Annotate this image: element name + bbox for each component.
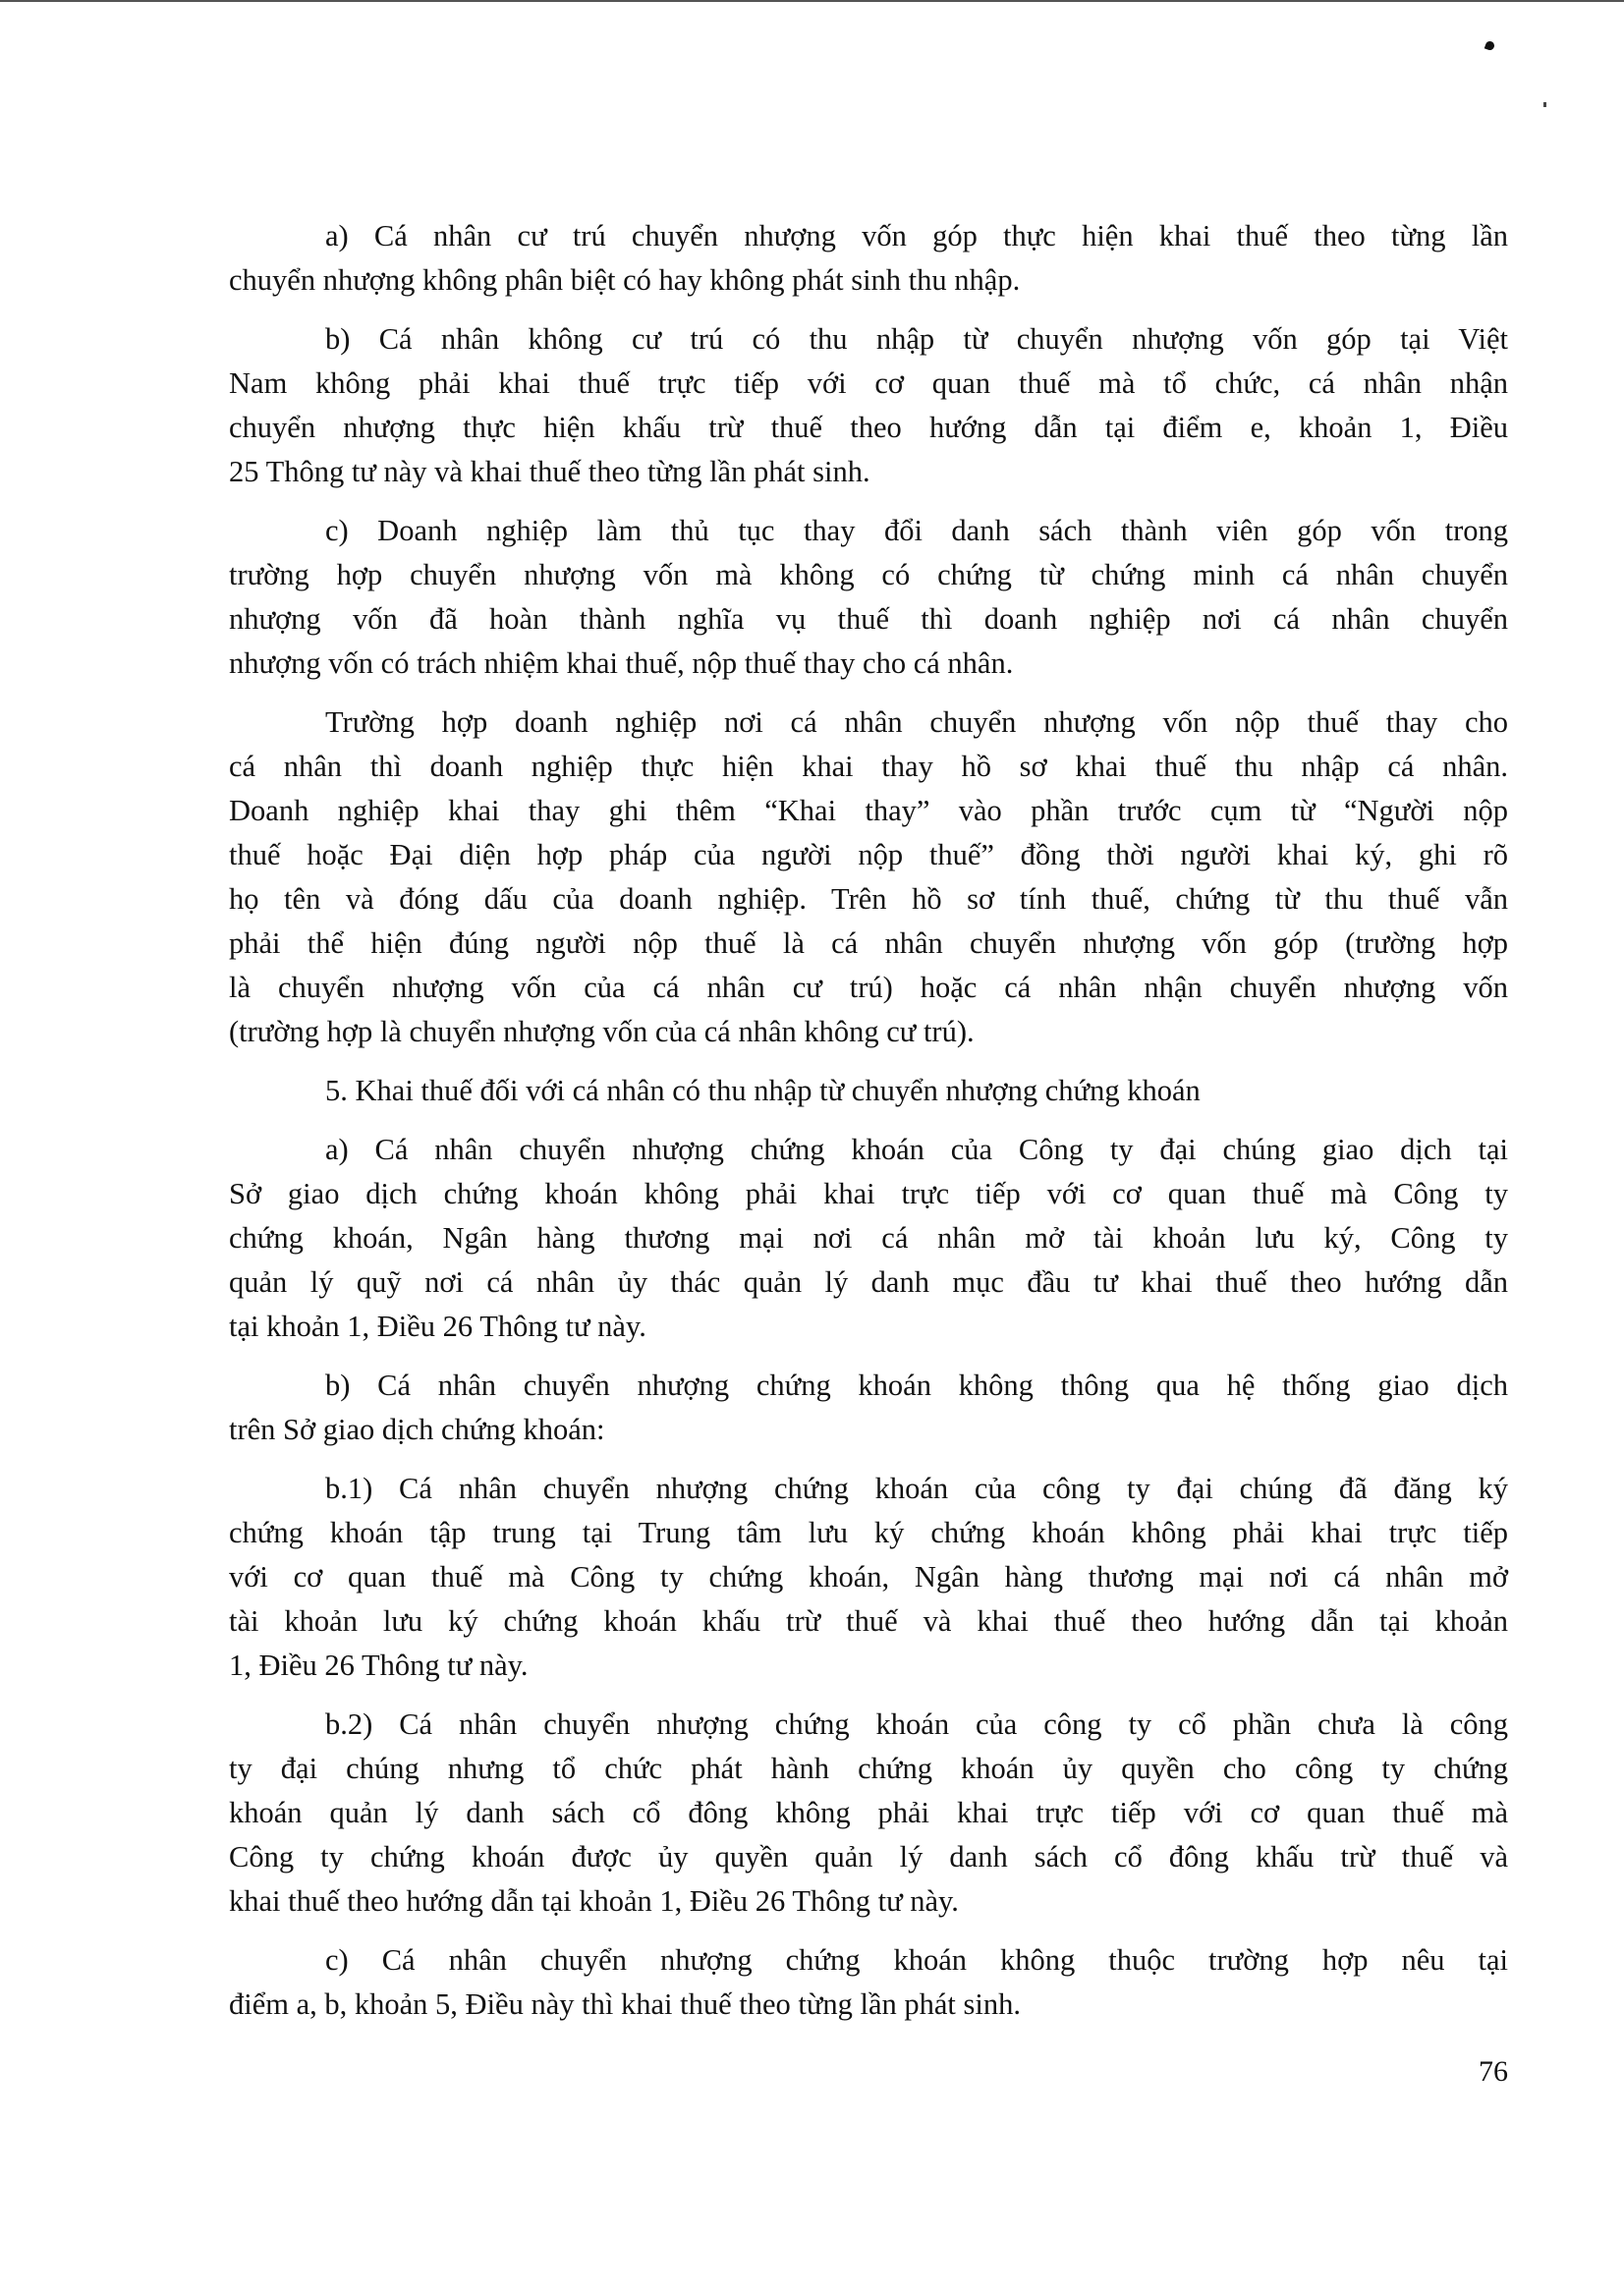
text-line: khai thuế theo hướng dẫn tại khoản 1, Điều 26 Thông tư này. bbox=[229, 1884, 959, 1918]
text-line: a) Cá nhân cư trú chuyển nhượng vốn góp thực hiện khai thuế theo từng lần bbox=[325, 219, 1508, 252]
text-line: với cơ quan thuế mà Công ty chứng khoán, Ngân hàng thương mại nơi cá nhân mở bbox=[229, 1560, 1508, 1594]
text-line: 25 Thông tư này và khai thuế theo từng lần phát sinh. bbox=[229, 455, 870, 488]
text-line: khoán quản lý danh sách cổ đông không phải khai trực tiếp với cơ quan thuế mà bbox=[229, 1796, 1508, 1829]
text-line: Doanh nghiệp khai thay ghi thêm “Khai thay” vào phần trước cụm từ “Người nộp bbox=[229, 794, 1508, 827]
text-line: nhượng vốn đã hoàn thành nghĩa vụ thuế thì doanh nghiệp nơi cá nhân chuyển bbox=[229, 602, 1508, 636]
text-line: ty đại chúng nhưng tổ chức phát hành chứng khoán ủy quyền cho công ty chứng bbox=[229, 1752, 1508, 1785]
text-line: chứng khoán, Ngân hàng thương mại nơi cá nhân mở tài khoản lưu ký, Công ty bbox=[229, 1221, 1508, 1255]
text-line: 5. Khai thuế đối với cá nhân có thu nhập từ chuyển nhượng chứng khoán bbox=[325, 1074, 1201, 1107]
text-line: chứng khoán tập trung tại Trung tâm lưu ký chứng khoán không phải khai trực tiếp bbox=[229, 1516, 1508, 1549]
text-line: thuế hoặc Đại diện hợp pháp của người nộp thuế” đồng thời người khai ký, ghi rõ bbox=[229, 838, 1508, 871]
paragraph bbox=[229, 1069, 1508, 1113]
text-line: nhượng vốn có trách nhiệm khai thuế, nộp thuế thay cho cá nhân. bbox=[229, 646, 1014, 680]
paragraph bbox=[229, 317, 1508, 494]
scan-speck bbox=[1543, 102, 1546, 107]
paragraph bbox=[229, 1467, 1508, 1688]
text-line: a) Cá nhân chuyển nhượng chứng khoán của Công ty đại chúng giao dịch tại bbox=[325, 1133, 1508, 1166]
text-line: tại khoản 1, Điều 26 Thông tư này. bbox=[229, 1310, 646, 1343]
paragraph bbox=[229, 1938, 1508, 2027]
text-line: Trường hợp doanh nghiệp nơi cá nhân chuyển nhượng vốn nộp thuế thay cho bbox=[325, 705, 1508, 739]
text-line: b.1) Cá nhân chuyển nhượng chứng khoán của công ty đại chúng đã đăng ký bbox=[325, 1472, 1508, 1505]
text-line: tài khoản lưu ký chứng khoán khấu trừ thuế và khai thuế theo hướng dẫn tại khoản bbox=[229, 1604, 1508, 1638]
text-line: Nam không phải khai thuế trực tiếp với cơ quan thuế mà tổ chức, cá nhân nhận bbox=[229, 366, 1508, 400]
text-line: Sở giao dịch chứng khoán không phải khai trực tiếp với cơ quan thuế mà Công ty bbox=[229, 1177, 1508, 1210]
text-line: chuyển nhượng không phân biệt có hay không phát sinh thu nhập. bbox=[229, 263, 1021, 297]
paragraph bbox=[229, 700, 1508, 1054]
text-line: (trường hợp là chuyển nhượng vốn của cá nhân không cư trú). bbox=[229, 1015, 975, 1048]
text-line: b) Cá nhân không cư trú có thu nhập từ chuyển nhượng vốn góp tại Việt bbox=[325, 322, 1508, 356]
paragraph bbox=[229, 1703, 1508, 1924]
text-line: là chuyển nhượng vốn của cá nhân cư trú) hoặc cá nhân nhận chuyển nhượng vốn bbox=[229, 971, 1508, 1004]
paragraph bbox=[229, 1128, 1508, 1349]
text-line: b) Cá nhân chuyển nhượng chứng khoán không thông qua hệ thống giao dịch bbox=[325, 1369, 1508, 1402]
paragraph bbox=[229, 214, 1508, 303]
text-line: Công ty chứng khoán được ủy quyền quản lý danh sách cổ đông khấu trừ thuế và bbox=[229, 1840, 1508, 1874]
scan-top-border bbox=[0, 0, 1624, 2]
text-line: họ tên và đóng dấu của doanh nghiệp. Trên hồ sơ tính thuế, chứng từ thu thuế vẫn bbox=[229, 882, 1508, 916]
text-line: phải thể hiện đúng người nộp thuế là cá nhân chuyển nhượng vốn góp (trường hợp bbox=[229, 926, 1508, 960]
scan-speck bbox=[1484, 40, 1496, 52]
text-line: b.2) Cá nhân chuyển nhượng chứng khoán của công ty cổ phần chưa là công bbox=[325, 1707, 1508, 1741]
text-line: cá nhân thì doanh nghiệp thực hiện khai thay hồ sơ khai thuế thu nhập cá nhân. bbox=[229, 750, 1508, 783]
text-line: 1, Điều 26 Thông tư này. bbox=[229, 1649, 529, 1682]
text-line: điểm a, b, khoản 5, Điều này thì khai thuế theo từng lần phát sinh. bbox=[229, 1987, 1021, 2021]
text-line: trên Sở giao dịch chứng khoán: bbox=[229, 1413, 605, 1446]
page-number: 76 bbox=[1479, 2055, 1508, 2088]
document-body bbox=[229, 214, 1508, 2041]
text-line: c) Cá nhân chuyển nhượng chứng khoán không thuộc trường hợp nêu tại bbox=[325, 1943, 1508, 1977]
paragraph bbox=[229, 1364, 1508, 1452]
text-line: c) Doanh nghiệp làm thủ tục thay đổi danh sách thành viên góp vốn trong bbox=[325, 514, 1508, 547]
text-line: chuyển nhượng thực hiện khấu trừ thuế theo hướng dẫn tại điểm e, khoản 1, Điều bbox=[229, 411, 1508, 444]
text-line: quản lý quỹ nơi cá nhân ủy thác quản lý danh mục đầu tư khai thuế theo hướng dẫn bbox=[229, 1265, 1508, 1299]
text-line: trường hợp chuyển nhượng vốn mà không có chứng từ chứng minh cá nhân chuyển bbox=[229, 558, 1508, 591]
paragraph bbox=[229, 509, 1508, 686]
